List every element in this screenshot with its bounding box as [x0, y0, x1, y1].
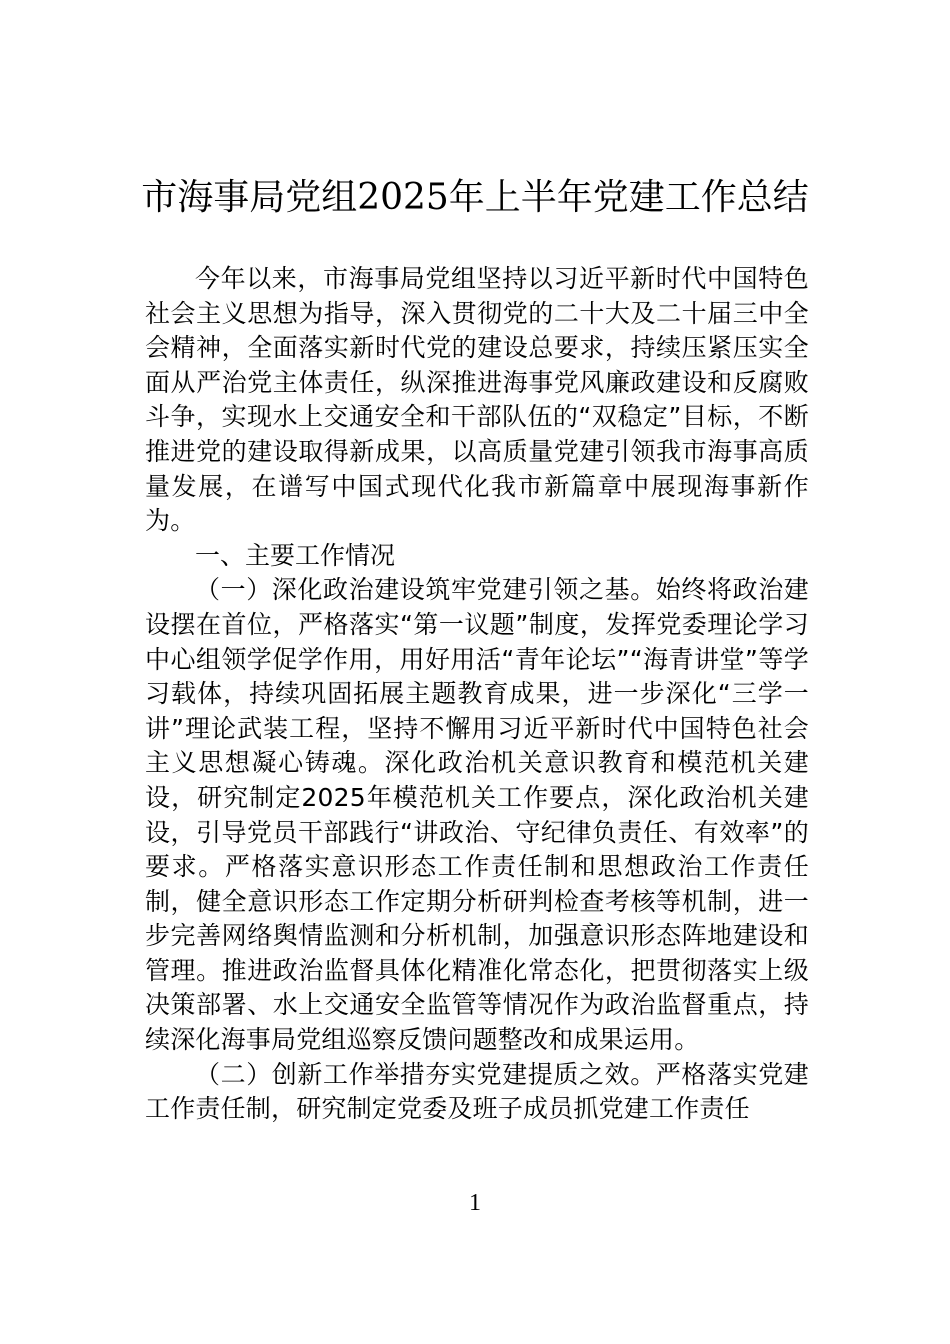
section-heading: 一、主要工作情况 [195, 540, 396, 570]
page-number: 1 [469, 1190, 481, 1216]
intro-paragraph: 今年以来，市海事局党组坚持以习近平新时代中国特色社会主义思想为指导，深入贯彻党的二十大及二十届三中全会精神，全面落实新时代党的建设总要求，持续压紧压实全面从严治党主体责任，纵深推进海事党风廉政建设和反腐败斗争，实现水上交通安全和干部队伍的“双稳定”目标，不断推进党的建设取得新成果，以高质量党建引领我市海事高质量发展，在谱写中国式现代化我市新篇章中展现海事新作为。 [145, 264, 809, 536]
document-title: 市海事局党组2025年上半年党建工作总结 [141, 177, 809, 218]
section-paragraph-2: （二）创新工作举措夯实党建提质之效。严格落实党建工作责任制，研究制定党委及班子成员抓党建工作责任 [145, 1059, 809, 1124]
section-paragraph-1: （一）深化政治建设筑牢党建引领之基。始终将政治建设摆在首位，严格落实“第一议题”制度，发挥党委理论学习中心组领学促学作用，用好用活“青年论坛”“海青讲堂”等学习载体，持续巩固拓展主题教育成果，进一步深化“三学一讲”理论武装工程，坚持不懈用习近平新时代中国特色社会主义思想凝心铸魂。深化政治机关意识教育和模范机关建设，研究制定2025年模范机关工作要点，深化政治机关建设，引导党员干部践行“讲政治、守纪律负责任、有效率”的要求。严格落实意识形态工作责任制和思想政治工作责任制，健全意识形态工作定期分析研判检查考核等机制，进一步完善网络舆情监测和分析机制，加强意识形态阵地建设和管理。推进政治监督具体化精准化常态化，把贯彻落实上级决策部署、水上交通安全监管等情况作为政治监督重点，持续深化海事局党组巡察反馈问题整改和成果运用。 [145, 575, 809, 1055]
document-body [145, 262, 809, 1127]
